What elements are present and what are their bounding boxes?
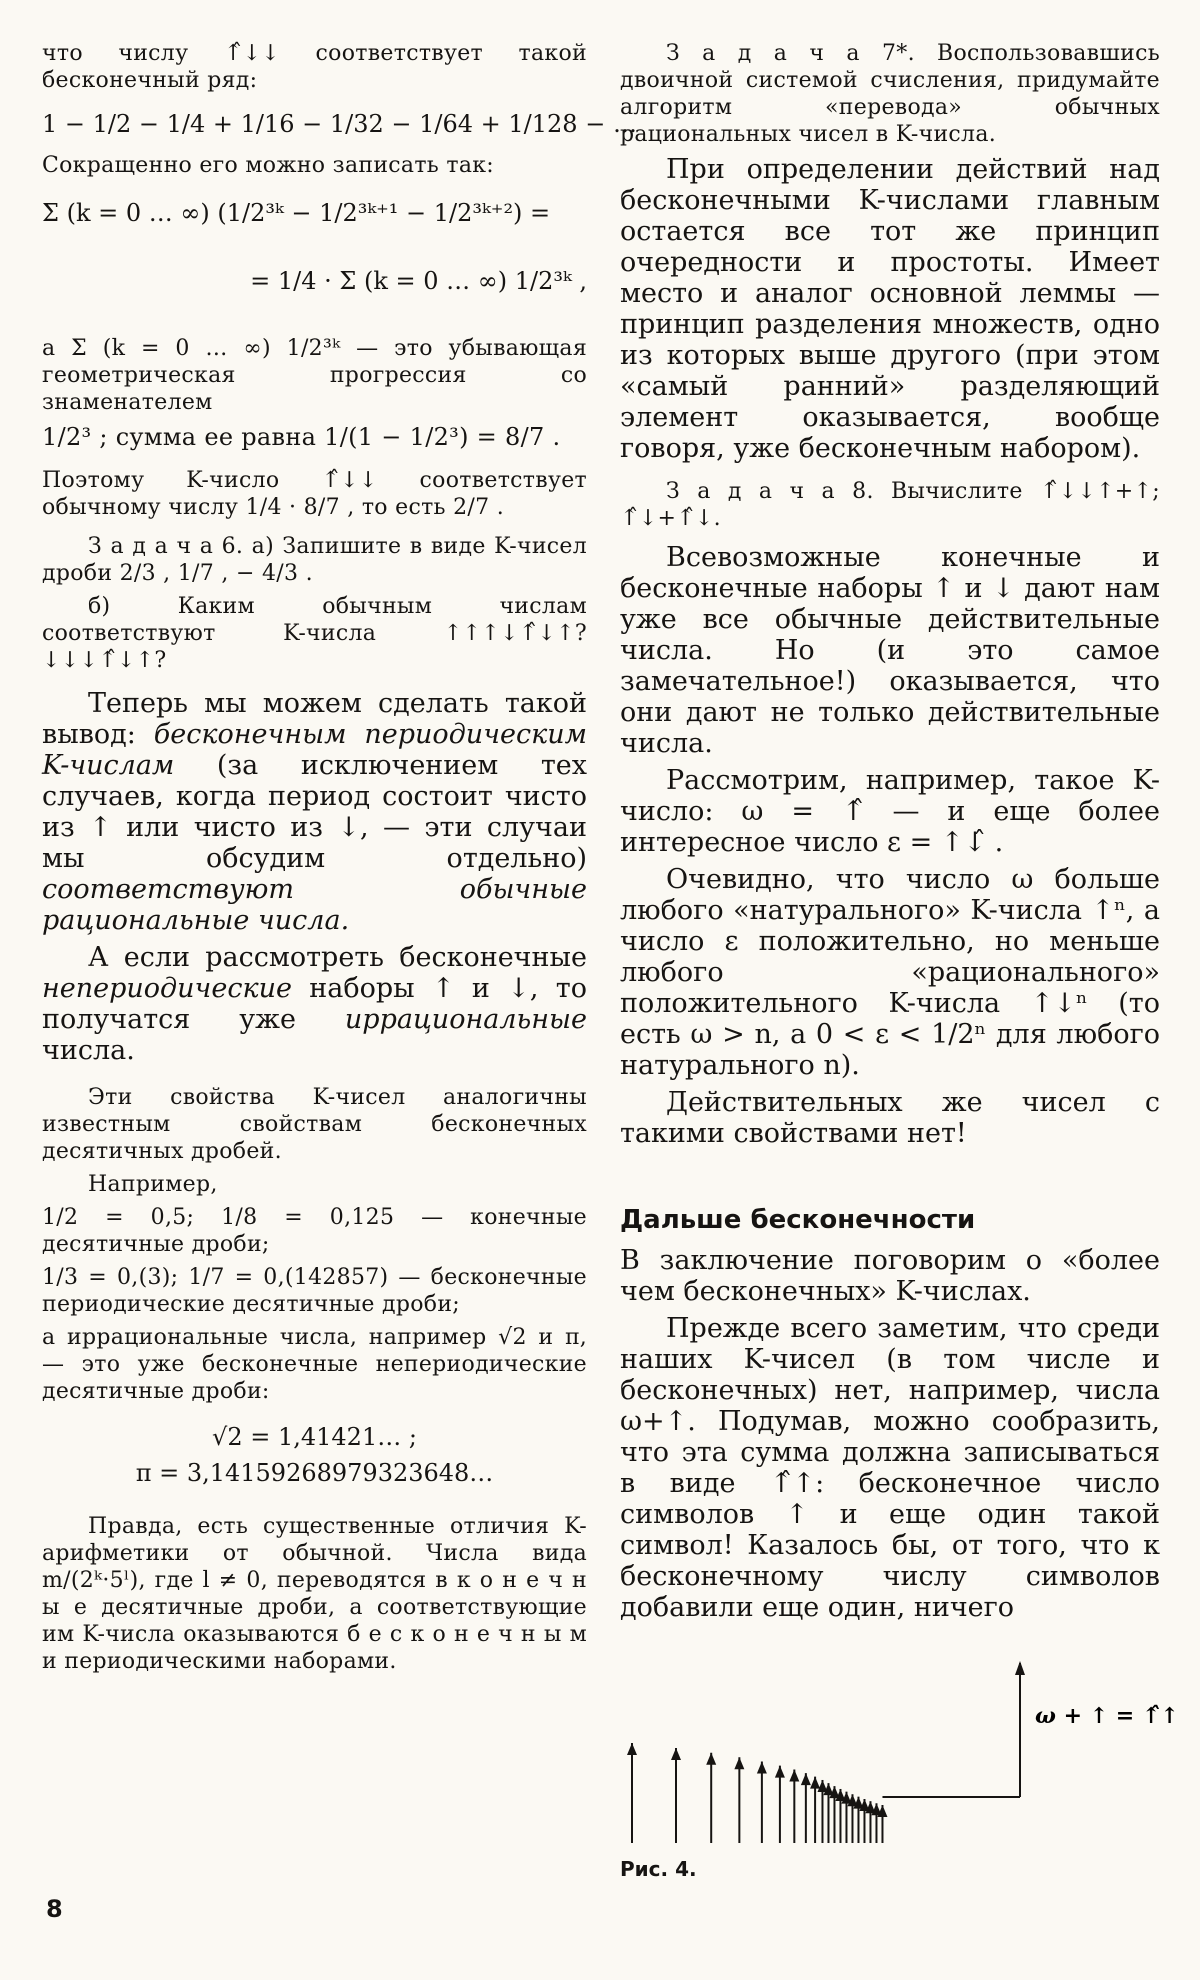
- paragraph: При определении действий над бесконечными K-числами главным остается все тот же принцип очередности и простоты. Имеет место и аналог основной леммы — принцип разделения множеств, одно из которых выше другого (при этом «самый ранний» разделяющий элемент оказывается, вообще говоря, уже бесконечным набором).: [620, 154, 1160, 464]
- emphasis: непериодические: [42, 973, 292, 1004]
- arrow-icon: [671, 1748, 681, 1843]
- paragraph: Рассмотрим, например, такое K-число: ω = ↑̂ — и еще более интересное число ε = ↑↓̂ .: [620, 765, 1160, 858]
- text: Правда, есть существенные отличия K-арифметики от обычной. Числа вида m/(2ᵏ·5ˡ), где l ≠ 0, переводятся в: [42, 1514, 587, 1593]
- paragraph: Действительных же чисел с такими свойствами нет!: [620, 1087, 1160, 1149]
- emphasis: иррациональные: [344, 1004, 587, 1035]
- sum-formula: Σ (k = 0 … ∞) (1/2³ᵏ − 1/2³ᵏ⁺¹ − 1/2³ᵏ⁺²) =: [42, 199, 551, 227]
- figure-label: ω + ↑ = ↑̂↑: [1035, 1703, 1179, 1729]
- task-label: З а д а ч а 7*.: [666, 41, 915, 66]
- task-text: а) Запишите в виде K-чисел дроби 2/3 , 1/7 , − 4/3 .: [42, 534, 588, 586]
- paragraph: Всевозможные конечные и бесконечные наборы ↑ и ↓ дают нам уже все обычные действительные числа. Но (и это самое замечательное!) оказывается, что они дают не только действительные числа.: [620, 542, 1160, 759]
- paragraph: Эти свойства K-чисел аналогичны известным свойствам бесконечных десятичных дробей.: [42, 1085, 587, 1164]
- task-label: З а д а ч а 6.: [88, 534, 244, 559]
- conclusion-paragraph: [42, 688, 587, 936]
- left-column: [42, 40, 637, 1681]
- arrow-icon: [757, 1762, 767, 1843]
- arrow-icon: [627, 1743, 637, 1843]
- text: (за исключением тех случаев, когда период состоит чисто из ↑ или чисто из ↓, — эти случаи мы обсудим отдельно): [42, 750, 587, 874]
- arrow-icon: [706, 1753, 716, 1843]
- example-finite: 1/2 = 0,5; 1/8 = 0,125 — конечные десятичные дроби;: [42, 1205, 587, 1257]
- paragraph: Сокращенно его можно записать так:: [42, 153, 495, 178]
- figure-caption: Рис. 4.: [620, 1857, 697, 1881]
- paragraph: Прежде всего заметим, что среди наших K-чисел (в том числе и бесконечных) нет, например, числа ω+↑. Подумав, можно сообразить, что эта сумма должна записываться в виде ↑̂↑: бесконечное число символов ↑ и еще один такой символ! Казалось бы, от того, что к бесконечному числу символов добавили еще один, ничего: [620, 1313, 1160, 1623]
- irrational-paragraph: [42, 942, 587, 1066]
- emphasis: соответствуют обычные рациональные числа.: [42, 874, 587, 936]
- extra-arrow-icon: [1015, 1661, 1025, 1675]
- paragraph: Например,: [88, 1172, 218, 1197]
- paragraph: а Σ (k = 0 … ∞) 1/2³ᵏ — это убывающая геометрическая прогрессия со знаменателем: [42, 336, 587, 415]
- text: периодическими наборами.: [64, 1649, 397, 1674]
- task-text: Воспользовавшись двоичной системой счисления, придумайте алгоритм «перевода» обычных рациональных чисел в K-числа.: [620, 41, 1160, 147]
- text: наборы ↑ и ↓, то получатся уже: [42, 973, 587, 1035]
- section-heading: Дальше бесконечности: [620, 1205, 976, 1235]
- series-formula: 1 − 1/2 − 1/4 + 1/16 − 1/32 − 1/64 + 1/128 − …: [42, 110, 637, 138]
- paragraph: а иррациональные числа, например √2 и π, — это уже бесконечные непериодические десятичные дроби:: [42, 1325, 587, 1404]
- right-column: [620, 40, 1179, 1881]
- example-periodic: 1/3 = 0,(3); 1/7 = 0,(142857) — бесконечные периодические десятичные дроби;: [42, 1265, 587, 1317]
- paragraph: В заключение поговорим о «более чем бесконечных» K-числах.: [620, 1245, 1160, 1307]
- arrow-icon: [789, 1769, 799, 1843]
- spaced-text: б е с к о н е ч н ы м и: [42, 1622, 587, 1674]
- spaced-text: к о н е ч н ы е: [42, 1568, 587, 1620]
- paragraph: Поэтому K-число ↑̂↓↓ соответствует обычному числу 1/4 · 8/7 , то есть 2/7 .: [42, 468, 587, 520]
- task-text: Вычислите ↑̂↓↓↑+↑; ↑̂↓+↑̂↓.: [620, 479, 1160, 531]
- paragraph: что числу ↑̂↓↓ соответствует такой бесконечный ряд:: [42, 41, 587, 93]
- arrow-icon: [810, 1777, 820, 1843]
- pi-formula: π = 3,14159268979323648…: [135, 1459, 494, 1487]
- task-label: З а д а ч а 8.: [666, 479, 874, 504]
- sum-formula-result: = 1/4 · Σ (k = 0 … ∞) 1/2³ᵏ ,: [250, 267, 587, 295]
- text: числа.: [42, 1035, 135, 1066]
- sqrt2-formula: √2 = 1,41421… ;: [212, 1423, 417, 1451]
- task-7: [620, 40, 1160, 148]
- text: десятичные дроби, а соответствующие им K-числа оказываются: [42, 1595, 587, 1647]
- arrow-icon: [734, 1757, 744, 1843]
- paragraph: Очевидно, что число ω больше любого «натурального» K-числа ↑ⁿ, а число ε положительно, но меньше любого «рационального» положительного K-числа ↑↓ⁿ (то есть ω > n, а 0 < ε < 1/2ⁿ для любого натурального n).: [620, 864, 1160, 1081]
- arrow-icon: [823, 1783, 833, 1843]
- figure-4: [620, 1643, 1179, 1881]
- text: Теперь мы можем сделать такой вывод:: [42, 688, 587, 750]
- arrow-icon: [775, 1766, 785, 1843]
- task-6a: [42, 533, 587, 587]
- difference-paragraph: [42, 1513, 587, 1675]
- arrow-icon: [801, 1773, 811, 1843]
- arrows-diagram: [620, 1643, 1179, 1853]
- page-number: 8: [46, 1895, 63, 1923]
- ratio-formula: 1/2³ ; сумма ее равна 1/(1 − 1/2³) = 8/7 .: [42, 423, 561, 451]
- task-8: [620, 478, 1160, 532]
- text: А если рассмотреть бесконечные: [88, 942, 587, 973]
- task-6b: б) Каким обычным числам соответствуют K-числа ↑↑↑↓↑̂↓↑? ↓↓↓↑̂↓↑?: [42, 594, 587, 673]
- arrow-icon: [829, 1786, 839, 1843]
- emphasis: бесконечным периодическим K-числам: [42, 719, 587, 781]
